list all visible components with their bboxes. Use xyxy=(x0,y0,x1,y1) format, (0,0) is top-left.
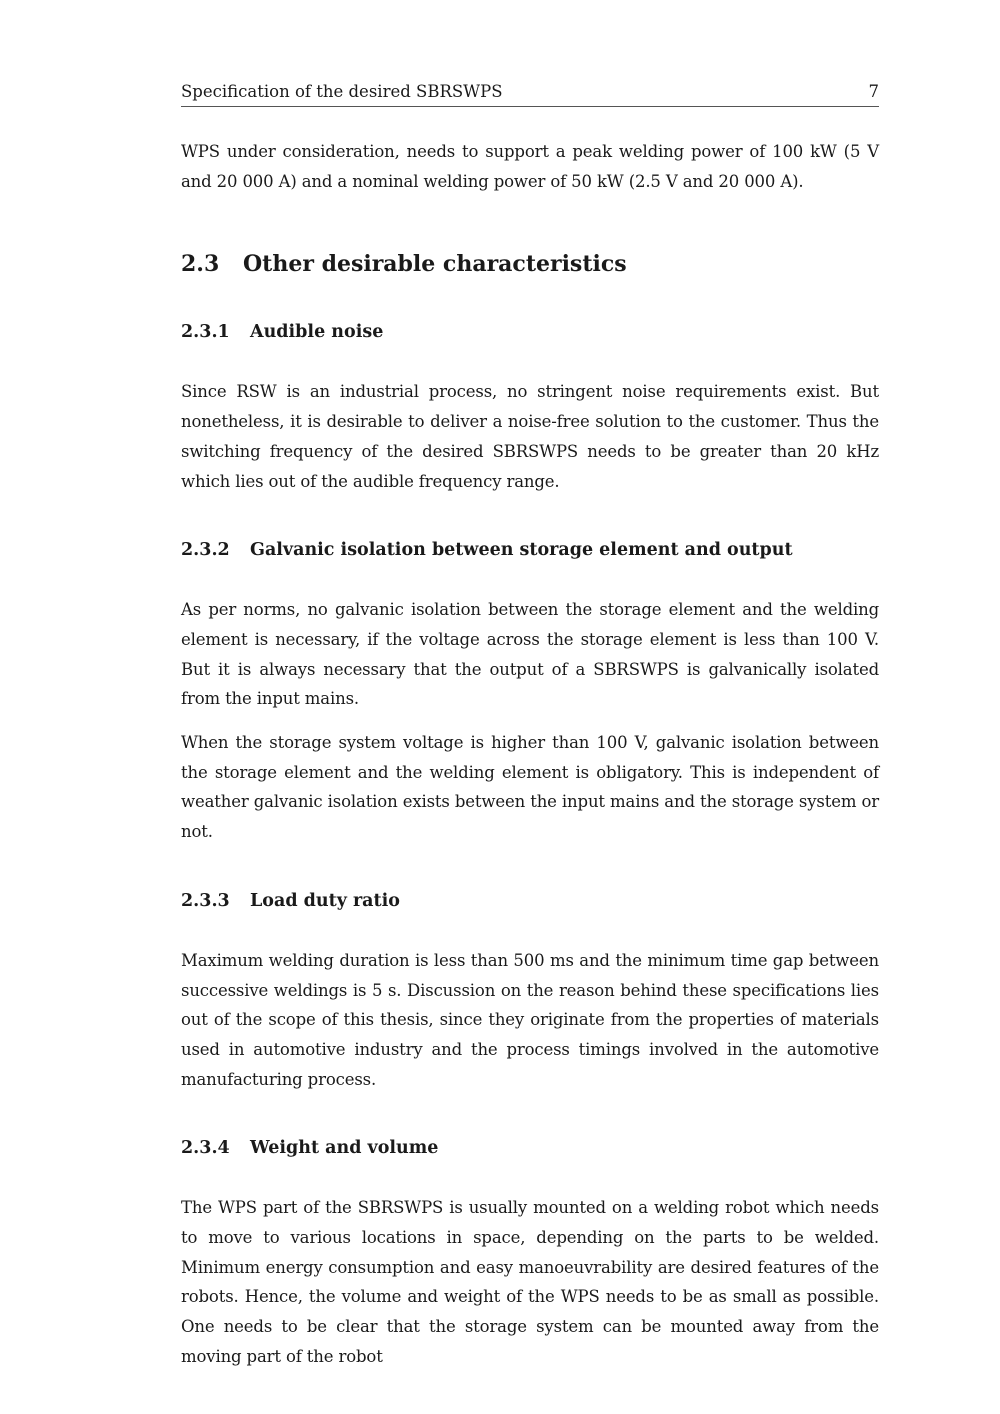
paragraph-galvanic-isolation-2: When the storage system voltage is higher than 100 V, galvanic isolation between the storage element and the welding element is obligatory. This is independent of weather galvanic isolation exists between the input mains and the storage system or not. xyxy=(181,733,879,842)
section-number: 2.3 xyxy=(181,251,220,278)
paragraph-audible-noise: Since RSW is an industrial process, no stringent noise requirements exist. But nonetheless, it is desirable to deliver a noise-free solution to the customer. Thus the switching frequency of the desired SBRSWPS needs to be greater than 20 kHz which lies out of the audible frequency range. xyxy=(181,382,879,491)
subsection-title: Weight and volume xyxy=(250,1138,439,1159)
section-heading xyxy=(181,249,879,279)
subsection-title: Audible noise xyxy=(250,322,384,343)
header-title: Specification of the desired SBRSWPS xyxy=(181,82,503,101)
page-number: 7 xyxy=(868,82,879,101)
document-page xyxy=(181,80,879,1372)
subsection-title: Load duty ratio xyxy=(250,890,400,911)
subsection-heading-audible-noise xyxy=(181,319,879,345)
subsection-number: 2.3.1 xyxy=(181,322,230,343)
paragraph-galvanic-isolation-1: As per norms, no galvanic isolation between the storage element and the welding element is necessary, if the voltage across the storage element is less than 100 V. But it is always necessary that the output of a SBRSWPS is galvanically isolated from the input mains. xyxy=(181,600,879,709)
subsection-heading-weight-volume xyxy=(181,1135,879,1161)
subsection-heading-galvanic-isolation xyxy=(181,537,879,563)
subsection-number: 2.3.3 xyxy=(181,890,230,911)
running-header xyxy=(181,80,879,107)
subsection-number: 2.3.4 xyxy=(181,1138,230,1159)
paragraph-weight-volume: The WPS part of the SBRSWPS is usually mounted on a welding robot which needs to move to various locations in space, depending on the parts to be welded. Minimum energy consumption and easy manoeuvrability are desired features of the robots. Hence, the volume and weight of the WPS needs to be as small as possible. One needs to be clear that the storage system can be mounted away from the moving part of the robot xyxy=(181,1198,879,1366)
intro-paragraph: WPS under consideration, needs to support a peak welding power of 100 kW (5 V and 20 000 A) and a nominal welding power of 50 kW (2.5 V and 20 000 A). xyxy=(181,142,879,191)
subsection-number: 2.3.2 xyxy=(181,540,230,561)
paragraph-load-duty-ratio: Maximum welding duration is less than 500 ms and the minimum time gap between successive weldings is 5 s. Discussion on the reason behind these specifications lies out of the scope of this thesis, since they originate from the properties of materials used in automotive industry and the process timings involved in the automotive manufacturing process. xyxy=(181,950,879,1089)
section-title: Other desirable characteristics xyxy=(243,251,627,278)
subsection-heading-load-duty-ratio xyxy=(181,888,879,914)
subsection-title: Galvanic isolation between storage element and output xyxy=(250,540,793,561)
